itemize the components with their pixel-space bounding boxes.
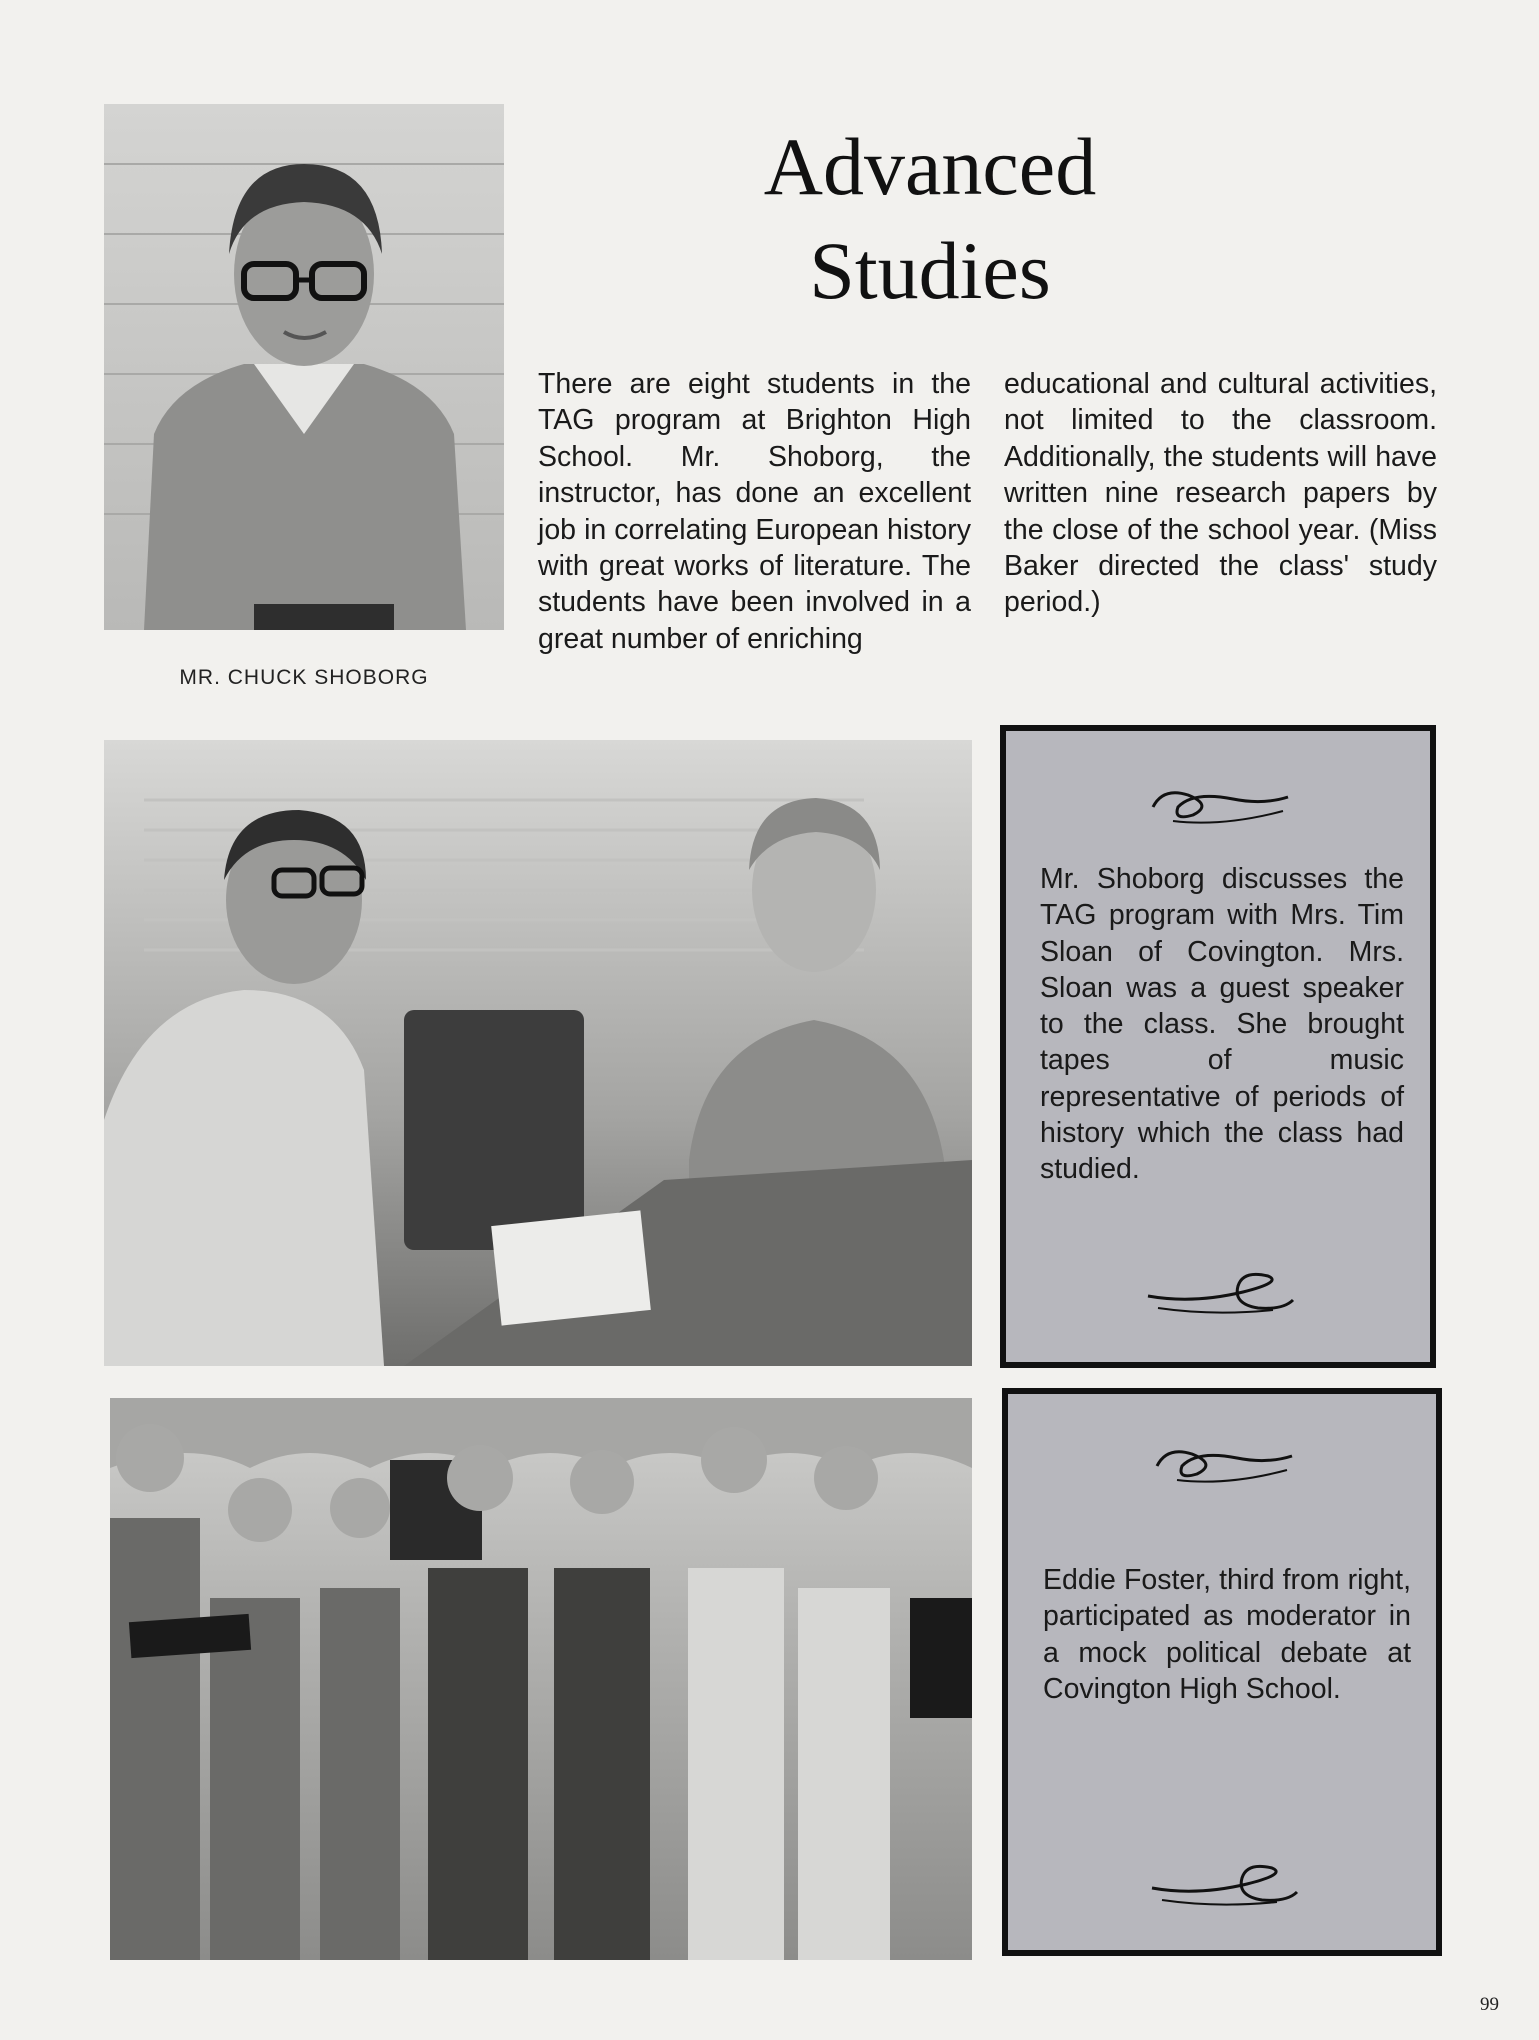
top-flourish-ornament <box>1008 1436 1436 1496</box>
discussion-caption-box <box>1000 725 1436 1368</box>
group-caption-box <box>1002 1388 1442 1956</box>
page-number: 99 <box>1480 1994 1499 2015</box>
portrait-figure <box>104 104 504 630</box>
group-scene <box>110 1398 972 1960</box>
page-title <box>660 115 1200 323</box>
discussion-caption-text: Mr. Shoborg discusses the TAG program with Mrs. Tim Sloan of Covington. Mrs. Sloan was a guest speaker to the class. She brought tapes of music representative of periods of history which the class had studied. <box>1040 863 1404 1186</box>
group-photo <box>110 1398 972 1960</box>
group-caption-text: Eddie Foster, third from right, participated as moderator in a mock political debate at Covington High School. <box>1043 1564 1411 1705</box>
bottom-flourish-ornament <box>1006 1264 1430 1324</box>
top-flourish-ornament <box>1006 777 1430 837</box>
discussion-photo <box>104 740 972 1366</box>
body-text-column-2: educational and cultural activities, not limited to the classroom. Additionally, the students will have written nine research papers by the close of the school year. (Miss Baker directed the class' study period.) <box>1004 368 1437 619</box>
title-line-2: Studies <box>809 225 1051 316</box>
portrait-photo <box>104 104 504 630</box>
portrait-caption: MR. CHUCK SHOBORG <box>179 666 429 689</box>
title-line-1: Advanced <box>763 121 1097 212</box>
body-text-column-1: There are eight students in the TAG program at Brighton High School. Mr. Shoborg, the instructor, has done an excellent job in correlating European history with great works of literature. The students have been involved in a great number of enriching <box>538 368 971 655</box>
discussion-scene <box>104 740 972 1366</box>
bottom-flourish-ornament <box>1008 1856 1436 1916</box>
